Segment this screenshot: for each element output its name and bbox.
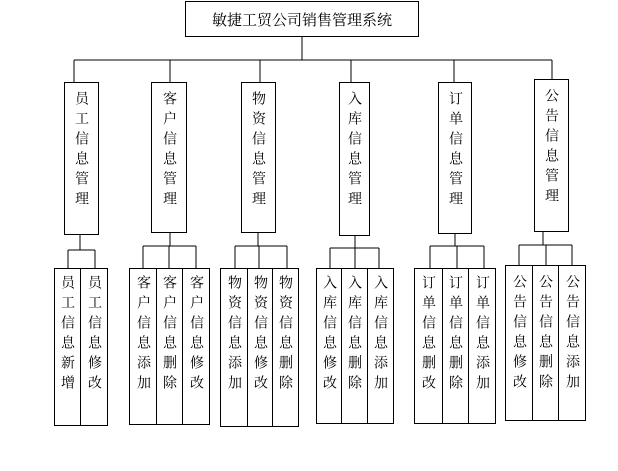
module-order xyxy=(438,82,472,234)
order-delete-label: 订单信息删除 xyxy=(447,275,463,395)
employee-add-node xyxy=(54,268,81,426)
module-customer-label: 客户信息管理 xyxy=(161,91,177,211)
module-notice xyxy=(534,79,569,232)
inbound-delete-node xyxy=(341,268,368,424)
order-delete-node xyxy=(442,268,469,424)
customer-edit-label: 客户信息修改 xyxy=(188,275,204,395)
order-modify-label: 订单信息删改 xyxy=(420,275,436,395)
notice-delete-node xyxy=(532,265,559,421)
material-delete-label: 物资信息删除 xyxy=(277,275,293,395)
notice-edit-node xyxy=(505,265,533,421)
employee-edit-label: 员工信息修改 xyxy=(86,275,102,395)
order-add-label: 订单信息添加 xyxy=(474,275,490,395)
material-edit-label: 物资信息修改 xyxy=(252,275,268,395)
customer-delete-label: 客户信息删除 xyxy=(161,275,177,395)
customer-delete-node xyxy=(156,268,183,425)
order-add-node xyxy=(468,268,496,424)
order-modify-node xyxy=(414,268,443,424)
notice-add-node xyxy=(558,265,586,421)
employee-add-label: 员工信息新增 xyxy=(59,275,75,395)
material-add-label: 物资信息添加 xyxy=(226,275,242,395)
module-order-label: 订单信息管理 xyxy=(447,91,463,211)
inbound-edit-node xyxy=(316,268,342,424)
inbound-add-node xyxy=(367,268,394,424)
customer-edit-node xyxy=(182,268,210,425)
notice-delete-label: 公告信息删除 xyxy=(537,274,553,394)
module-employee xyxy=(64,82,99,235)
module-notice-label: 公告信息管理 xyxy=(543,88,559,208)
notice-add-label: 公告信息添加 xyxy=(564,274,580,394)
inbound-delete-label: 入库信息删除 xyxy=(346,275,362,395)
root-node xyxy=(185,1,419,37)
employee-edit-node xyxy=(80,268,108,426)
inbound-edit-label: 入库信息修改 xyxy=(321,275,337,395)
customer-add-label: 客户信息添加 xyxy=(135,275,151,395)
material-delete-node xyxy=(272,268,299,427)
notice-edit-label: 公告信息修改 xyxy=(511,274,527,394)
inbound-add-label: 入库信息添加 xyxy=(372,275,388,395)
module-inbound-label: 入库信息管理 xyxy=(346,91,362,211)
module-material-label: 物资信息管理 xyxy=(250,91,266,211)
material-edit-node xyxy=(247,268,273,427)
module-customer xyxy=(151,82,187,233)
module-material xyxy=(241,82,276,233)
module-inbound xyxy=(339,82,370,236)
material-add-node xyxy=(220,268,248,427)
module-employee-label: 员工信息管理 xyxy=(73,91,89,211)
customer-add-node xyxy=(129,268,157,425)
root-title: 敏捷工贸公司销售管理系统 xyxy=(211,10,392,29)
